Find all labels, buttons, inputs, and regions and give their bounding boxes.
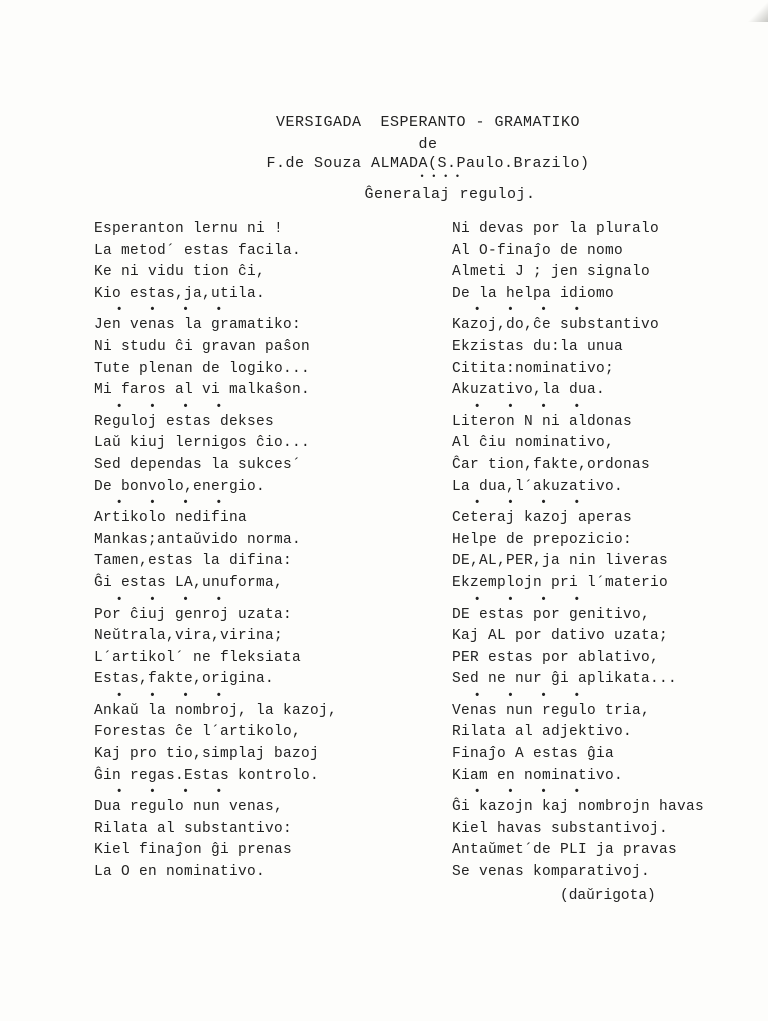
stanza-separator: • • • • — [115, 689, 233, 702]
stanza — [94, 315, 414, 401]
verse-line: Rilata al adjektivo. — [452, 724, 633, 741]
verse-line: Se venas komparativoj. — [452, 864, 651, 881]
stanza — [452, 315, 764, 401]
stanza-separator: • • • • — [473, 400, 591, 413]
closing-note: (daŭrigota) — [560, 888, 656, 904]
verse-line: De bonvolo,energio. — [94, 478, 266, 495]
verse-line: Kaj pro tio,simplaj bazoj — [94, 746, 320, 763]
verse-line: Literon N ni aldonas — [452, 413, 633, 430]
verse-line: Al O-finaĵo de nomo — [452, 242, 624, 259]
verse-line: Ankaŭ la nombroj, la kazoj, — [94, 702, 338, 719]
stanza-separator: • • • • — [473, 593, 591, 606]
stanza-separator: • • • • — [115, 400, 233, 413]
verse-line: Ke ni vidu tion ĉi, — [94, 264, 266, 281]
verse-line: Kazoj,do,ĉe substantivo — [452, 317, 660, 334]
stanza-separator: • • • • — [473, 497, 591, 510]
stanza-separator: • • • • — [473, 786, 591, 799]
stanza-separator: • • • • — [473, 304, 591, 317]
verse-line: Ĝi estas LA,unuforma, — [94, 574, 284, 591]
stanza-separator: • • • • — [115, 497, 233, 510]
verse-line: La dua,l´akuzativo. — [452, 478, 624, 495]
header-ornament: • • • • — [419, 172, 461, 182]
verse-line: Citita:nominativo; — [452, 360, 615, 377]
stanza — [452, 219, 764, 305]
verse-line: Jen venas la gramatiko: — [94, 317, 302, 334]
verse-line: Tute plenan de logiko... — [94, 360, 311, 377]
verse-line: Sed dependas la sukces´ — [94, 456, 302, 473]
verse-line: Ni studu ĉi gravan paŝon — [94, 338, 311, 355]
verse-line: L´artikol´ ne fleksiata — [94, 649, 302, 666]
stanza — [94, 797, 414, 883]
verse-line: Por ĉiuj genroj uzata: — [94, 606, 293, 623]
byline: de — [418, 136, 438, 153]
verse-line: Ĝin regas.Estas kontrolo. — [94, 767, 320, 784]
right-column — [452, 219, 764, 884]
stanza — [94, 701, 414, 787]
verse-line: Dua regulo nun venas, — [94, 799, 284, 816]
verse-line: Ekzistas du:la unua — [452, 338, 624, 355]
verse-line: De la helpa idiomo — [452, 285, 615, 302]
verse-line: Kio estas,ja,utila. — [94, 285, 266, 302]
verse-line: La metod´ estas facila. — [94, 242, 302, 259]
author-line: F.de Souza ALMADA(S.Paulo.Brazilo) — [266, 155, 590, 172]
verse-line: Venas nun regulo tria, — [452, 702, 651, 719]
verse-line: Artikolo nedifina — [94, 510, 248, 527]
section-subtitle: Ĝeneralaj reguloj. — [364, 186, 536, 203]
verse-line: Antaŭmet´de PLI ja pravas — [452, 842, 678, 859]
verse-line: Al ĉiu nominativo, — [452, 435, 615, 452]
verse-line: Helpe de prepozicio: — [452, 531, 633, 548]
verse-line: Kiel finaĵon ĝi prenas — [94, 842, 293, 859]
verse-line: Laŭ kiuj lernigos ĉio... — [94, 435, 311, 452]
stanza — [94, 219, 414, 305]
page-title: VERSIGADA ESPERANTO - GRAMATIKO — [275, 114, 581, 131]
verse-line: Finaĵo A estas ĝia — [452, 746, 615, 763]
verse-line: Kiam en nominativo. — [452, 767, 624, 784]
verse-line: Rilata al substantivo: — [94, 820, 293, 837]
verse-line: Ekzemplojn pri l´materio — [452, 574, 669, 591]
verse-line: DE,AL,PER,ja nin liveras — [452, 553, 669, 570]
verse-line: Ceteraj kazoj aperas — [452, 510, 633, 527]
verse-line: Akuzativo,la dua. — [452, 382, 606, 399]
stanza — [452, 605, 764, 691]
verse-line: Mankas;antaŭvido norma. — [94, 531, 302, 548]
left-column — [94, 219, 414, 884]
verse-line: Kiel havas substantivoj. — [452, 820, 669, 837]
stanza — [452, 701, 764, 787]
verse-line: La O en nominativo. — [94, 864, 266, 881]
stanza — [452, 508, 764, 594]
verse-line: PER estas por ablativo, — [452, 649, 660, 666]
verse-line: Ni devas por la pluralo — [452, 221, 660, 237]
verse-line: Reguloj estas dekses — [94, 413, 275, 430]
verse-line: Ĝi kazojn kaj nombrojn havas — [452, 799, 705, 816]
verse-line: DE estas por genitivo, — [452, 606, 651, 623]
verse-line: Kaj AL por dativo uzata; — [452, 628, 669, 645]
stanza-separator: • • • • — [115, 304, 233, 317]
stanza — [94, 605, 414, 691]
stanza — [452, 412, 764, 498]
verse-line: Sed ne nur ĝi aplikata... — [452, 671, 678, 688]
stanza-separator: • • • • — [115, 786, 233, 799]
stanza — [452, 797, 764, 883]
verse-line: Tamen,estas la difina: — [94, 553, 293, 570]
stanza-separator: • • • • — [115, 593, 233, 606]
stanza-separator: • • • • — [473, 689, 591, 702]
verse-line: Esperanton lernu ni ! — [94, 221, 284, 237]
verse-line: Estas,fakte,origina. — [94, 671, 275, 688]
verse-line: Ĉar tion,fakte,ordonas — [452, 456, 651, 473]
page-corner-fold — [744, 0, 768, 22]
verse-line: Mi faros al vi malkaŝon. — [94, 382, 311, 399]
verse-line: Forestas ĉe l´artikolo, — [94, 724, 302, 741]
verse-line: Neŭtrala,vira,virina; — [94, 628, 284, 645]
verse-line: Almeti J ; jen signalo — [452, 264, 651, 281]
stanza — [94, 508, 414, 594]
stanza — [94, 412, 414, 498]
